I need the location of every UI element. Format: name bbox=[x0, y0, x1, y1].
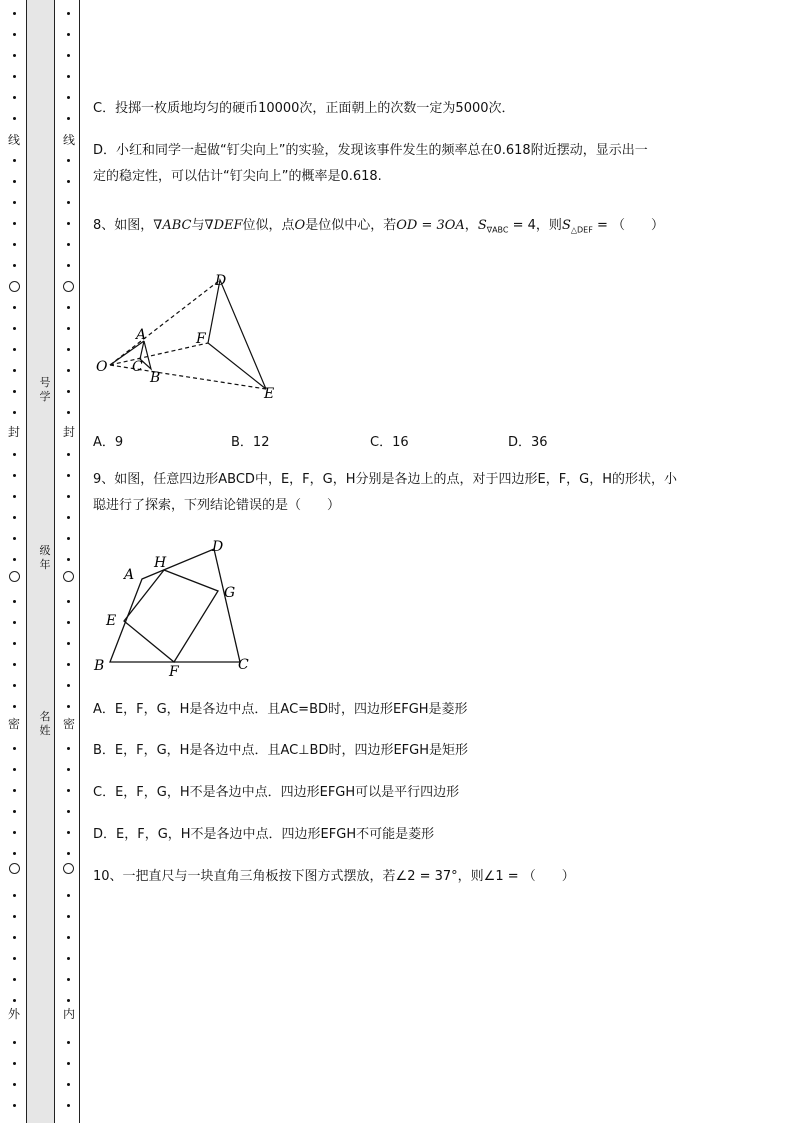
margin-dot bbox=[67, 12, 70, 15]
q8-label-a: A bbox=[136, 327, 147, 343]
margin-dot bbox=[67, 852, 70, 855]
margin-dot bbox=[13, 1041, 16, 1044]
margin-dot bbox=[13, 936, 16, 939]
q8-stem-end: = （ ） bbox=[592, 218, 664, 233]
margin-dot bbox=[13, 159, 16, 162]
margin-dot bbox=[13, 453, 16, 456]
margin-dot bbox=[13, 243, 16, 246]
q9-stem-line2: 聪进行了探索，下列结论错误的是（ ） bbox=[93, 498, 341, 513]
margin-dot bbox=[67, 516, 70, 519]
q9-option-d[interactable]: D．E，F，G，H不是各边中点．四边形EFGH不可能是菱形 bbox=[93, 827, 435, 842]
q8-option-b[interactable]: B．12 bbox=[231, 435, 270, 450]
margin-dot bbox=[67, 306, 70, 309]
q9-label-h: H bbox=[154, 555, 167, 571]
margin-dot bbox=[13, 1062, 16, 1065]
margin-dot bbox=[67, 663, 70, 666]
margin-dot bbox=[67, 117, 70, 120]
q9-stem-line1: 9、如图，任意四边形ABCD中，E，F，G，H分别是各边上的点，对于四边形E，F，G，H的形状，小 bbox=[93, 472, 678, 487]
binding-margin-fields bbox=[26, 0, 55, 1123]
margin-dot bbox=[13, 180, 16, 183]
margin-dot bbox=[67, 1083, 70, 1086]
margin-char-feng-inner: 封 bbox=[63, 425, 76, 439]
q9-option-b[interactable]: B．E，F，G，H是各边中点．且AC⊥BD时，四边形EFGH是矩形 bbox=[93, 743, 468, 758]
q7-option-d-line1: D．小红和同学一起做“钉尖向上”的实验，发现该事件发生的频率总在0.618附近摆动，显示出一 bbox=[93, 143, 648, 158]
margin-circle bbox=[63, 281, 74, 292]
margin-dot bbox=[13, 75, 16, 78]
margin-dot bbox=[13, 411, 16, 414]
margin-dot bbox=[67, 96, 70, 99]
margin-dot bbox=[67, 495, 70, 498]
margin-circle bbox=[9, 281, 20, 292]
margin-char-feng: 封 bbox=[8, 425, 21, 439]
margin-dot bbox=[13, 201, 16, 204]
q8-stem-similar: 位似，点 bbox=[242, 218, 295, 233]
margin-dot bbox=[13, 705, 16, 708]
margin-dot bbox=[13, 915, 16, 918]
margin-dot bbox=[13, 789, 16, 792]
margin-dot bbox=[67, 789, 70, 792]
margin-circle bbox=[9, 571, 20, 582]
field-label-grade: 级年 bbox=[39, 544, 51, 571]
margin-dot bbox=[67, 936, 70, 939]
margin-dot bbox=[67, 348, 70, 351]
margin-dot bbox=[67, 390, 70, 393]
margin-dot bbox=[13, 600, 16, 603]
margin-dot bbox=[13, 33, 16, 36]
margin-dot bbox=[13, 999, 16, 1002]
q8-option-c[interactable]: C．16 bbox=[370, 435, 409, 450]
margin-dot bbox=[13, 516, 16, 519]
margin-char-xian: 线 bbox=[8, 133, 21, 147]
q9-option-c[interactable]: C．E，F，G，H不是各边中点．四边形EFGH可以是平行四边形 bbox=[93, 785, 460, 800]
margin-dot bbox=[13, 747, 16, 750]
margin-dot bbox=[13, 96, 16, 99]
margin-dot bbox=[13, 957, 16, 960]
q8-ratio: OD = 3OA bbox=[396, 218, 465, 233]
q9-label-b: B bbox=[94, 658, 105, 674]
margin-dot bbox=[67, 54, 70, 57]
margin-dot bbox=[67, 222, 70, 225]
margin-dot bbox=[67, 747, 70, 750]
margin-char-mi-inner: 密 bbox=[63, 717, 76, 731]
margin-dot bbox=[67, 999, 70, 1002]
margin-dot bbox=[13, 54, 16, 57]
margin-dot bbox=[67, 243, 70, 246]
margin-dot bbox=[67, 621, 70, 624]
binding-margin-inner bbox=[55, 0, 80, 1123]
q8-stem-prefix: 8、如图， bbox=[93, 218, 154, 233]
margin-char-xian-inner: 线 bbox=[63, 133, 76, 147]
outer-dot-column bbox=[4, 0, 26, 1123]
margin-dot bbox=[67, 894, 70, 897]
margin-dot bbox=[13, 117, 16, 120]
margin-dot bbox=[13, 621, 16, 624]
q8-triangle-def-shape bbox=[208, 280, 266, 389]
margin-dot bbox=[67, 915, 70, 918]
margin-dot bbox=[13, 831, 16, 834]
q8-label-e: E bbox=[264, 386, 275, 402]
q8-area-s2: S bbox=[561, 218, 571, 233]
margin-char-mi: 密 bbox=[8, 717, 21, 731]
margin-circle bbox=[9, 863, 20, 874]
margin-dot bbox=[13, 327, 16, 330]
field-label-name: 名姓 bbox=[39, 710, 51, 737]
margin-dot bbox=[67, 768, 70, 771]
q9-label-g: G bbox=[224, 585, 236, 601]
margin-dot bbox=[13, 768, 16, 771]
margin-dot bbox=[67, 75, 70, 78]
q9-quad-abcd bbox=[110, 549, 240, 662]
margin-dot bbox=[13, 663, 16, 666]
margin-circle bbox=[63, 571, 74, 582]
margin-dot bbox=[67, 1062, 70, 1065]
q9-label-a: A bbox=[124, 567, 135, 583]
q8-triangle-def: ∇DEF bbox=[204, 218, 243, 233]
margin-dot bbox=[13, 978, 16, 981]
margin-dot bbox=[67, 1041, 70, 1044]
q8-label-b: B bbox=[150, 370, 161, 386]
q9-label-d: D bbox=[212, 539, 224, 555]
q9-figure bbox=[90, 536, 260, 676]
q7-option-d-line2: 定的稳定性，可以估计“钉尖向上”的概率是0.618. bbox=[93, 169, 382, 184]
q8-label-f: F bbox=[196, 331, 206, 347]
q8-stem bbox=[93, 213, 664, 244]
q8-figure bbox=[90, 268, 290, 404]
margin-dot bbox=[67, 642, 70, 645]
q8-label-o: O bbox=[96, 359, 108, 375]
margin-dot bbox=[13, 222, 16, 225]
q8-label-c: C bbox=[132, 359, 143, 375]
q8-area-sub-def: △DEF bbox=[570, 225, 593, 235]
margin-dot bbox=[13, 306, 16, 309]
q8-option-a[interactable]: A．9 bbox=[93, 435, 124, 450]
q8-stem-and: 与 bbox=[191, 218, 205, 233]
margin-dot bbox=[67, 474, 70, 477]
q8-option-d[interactable]: D．36 bbox=[508, 435, 548, 450]
margin-dot bbox=[13, 684, 16, 687]
margin-dot bbox=[13, 558, 16, 561]
margin-dot bbox=[67, 705, 70, 708]
margin-dot bbox=[67, 600, 70, 603]
margin-dot bbox=[67, 978, 70, 981]
q8-point-o: O bbox=[294, 218, 306, 233]
q9-label-c: C bbox=[238, 657, 249, 673]
margin-dot bbox=[13, 495, 16, 498]
margin-dot bbox=[67, 264, 70, 267]
margin-dot bbox=[67, 1104, 70, 1107]
margin-dot bbox=[67, 180, 70, 183]
q8-area-s: S bbox=[477, 218, 487, 233]
margin-circle bbox=[63, 863, 74, 874]
margin-char-wai: 外 bbox=[8, 1007, 21, 1021]
field-label-number: 号学 bbox=[39, 376, 51, 403]
margin-dot bbox=[67, 159, 70, 162]
margin-dot bbox=[13, 894, 16, 897]
margin-dot bbox=[67, 810, 70, 813]
margin-dot bbox=[13, 852, 16, 855]
margin-dot bbox=[13, 1083, 16, 1086]
q7-option-c: C．投掷一枚质地均匀的硬币10000次，正面朝上的次数一定为5000次． bbox=[93, 101, 515, 116]
binding-margin-outer bbox=[4, 0, 26, 1123]
margin-dot bbox=[13, 12, 16, 15]
margin-dot bbox=[13, 369, 16, 372]
margin-dot bbox=[13, 390, 16, 393]
q9-label-f: F bbox=[169, 664, 179, 676]
q10-stem: 10、一把直尺与一块直角三角板按下图方式摆放，若∠2 = 37°，则∠1 = （ ） bbox=[93, 869, 575, 884]
margin-dot bbox=[67, 411, 70, 414]
q9-option-a[interactable]: A．E，F，G，H是各边中点．且AC=BD时，四边形EFGH是菱形 bbox=[93, 702, 468, 717]
q8-stem-center: 是位似中心，若 bbox=[305, 218, 397, 233]
margin-dot bbox=[13, 642, 16, 645]
margin-dot bbox=[13, 474, 16, 477]
q8-stem-then: ，则 bbox=[535, 218, 562, 233]
q8-label-d: D bbox=[215, 273, 227, 289]
q8-area-value: = 4 bbox=[508, 218, 536, 233]
margin-dot bbox=[67, 537, 70, 540]
margin-dot bbox=[67, 831, 70, 834]
margin-dot bbox=[13, 348, 16, 351]
margin-dot bbox=[67, 684, 70, 687]
margin-dot bbox=[67, 957, 70, 960]
margin-dot bbox=[13, 810, 16, 813]
margin-char-nei: 内 bbox=[63, 1007, 76, 1021]
margin-dot bbox=[67, 453, 70, 456]
margin-dot bbox=[13, 1104, 16, 1107]
margin-dot bbox=[67, 327, 70, 330]
q8-comma: ， bbox=[464, 218, 478, 233]
margin-dot bbox=[13, 264, 16, 267]
q8-triangle-abc: ∇ABC bbox=[153, 218, 192, 233]
margin-dot bbox=[67, 33, 70, 36]
q9-quad-efgh bbox=[124, 570, 218, 662]
q9-label-e: E bbox=[106, 613, 117, 629]
margin-dot bbox=[67, 201, 70, 204]
q8-area-sub-abc: ∇ABC bbox=[486, 225, 509, 235]
margin-dot bbox=[67, 369, 70, 372]
margin-dot bbox=[67, 558, 70, 561]
inner-dot-column bbox=[58, 0, 80, 1123]
margin-dot bbox=[13, 537, 16, 540]
